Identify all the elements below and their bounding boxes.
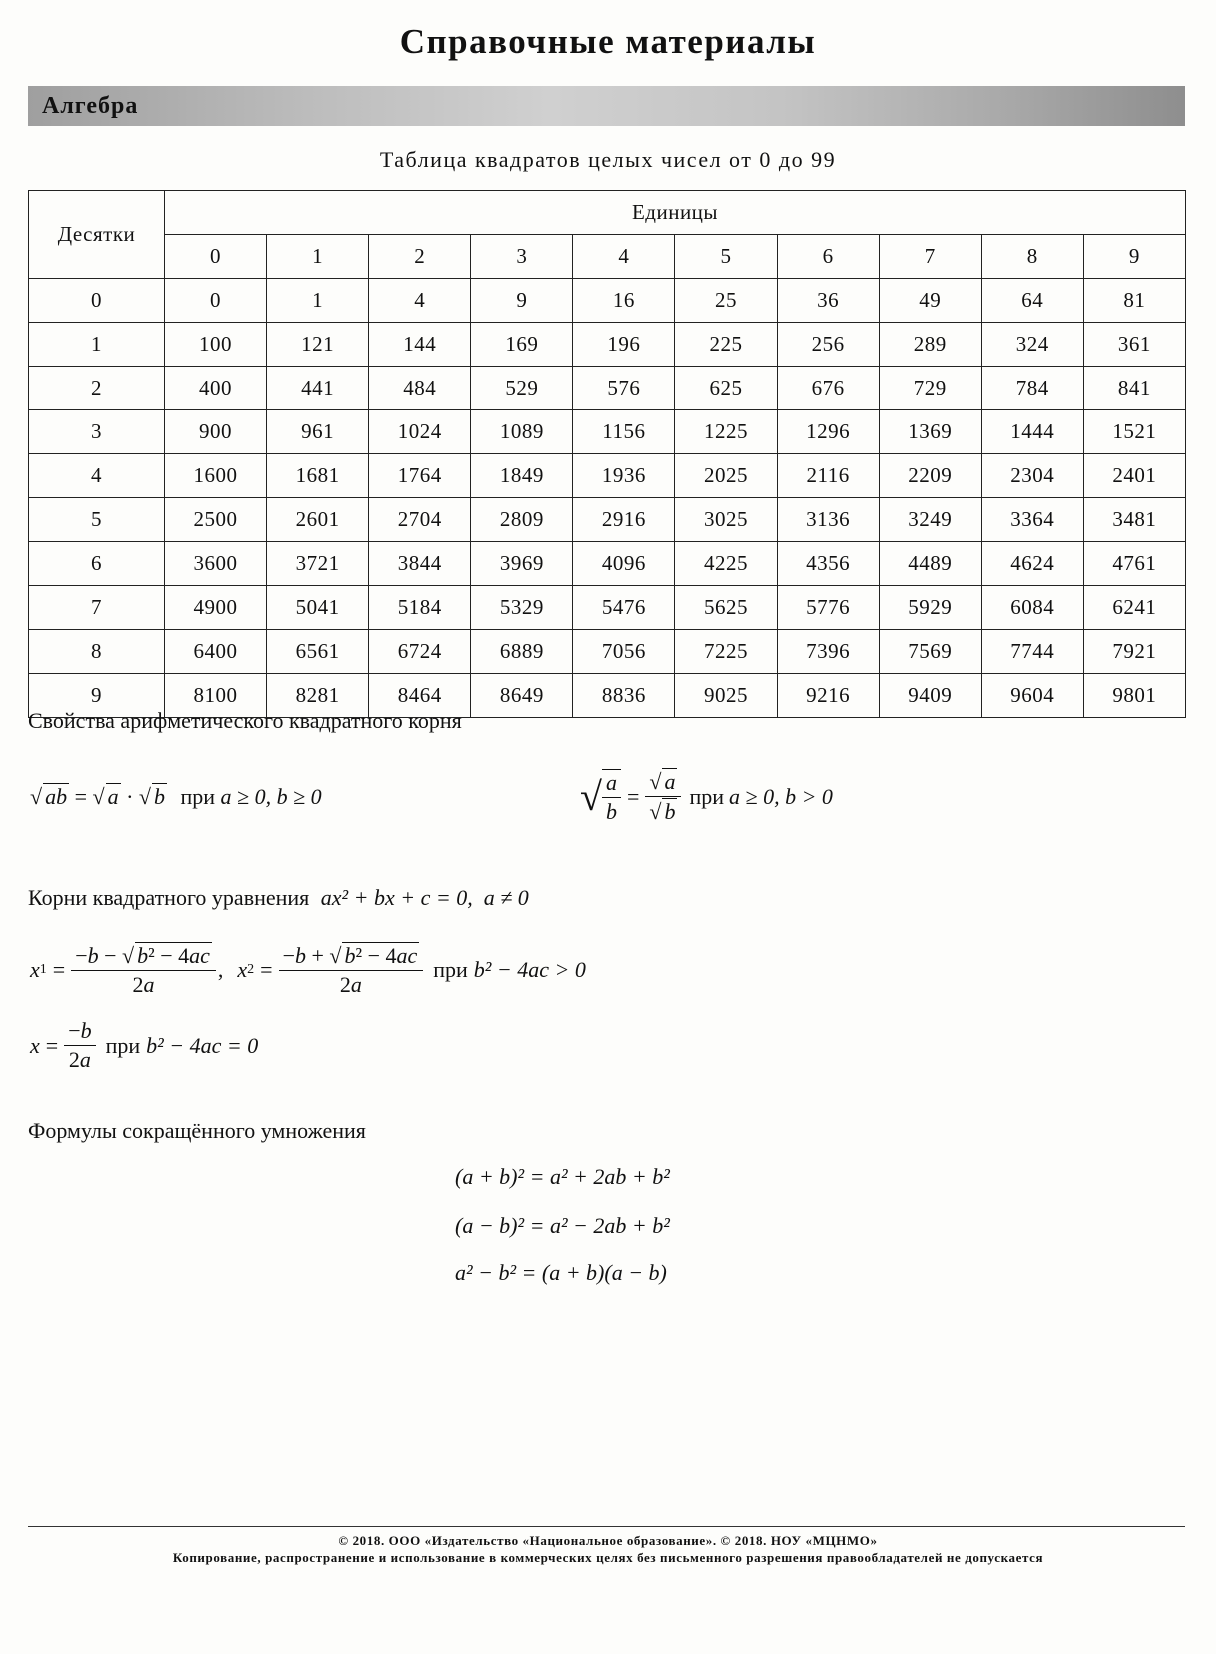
sqrt-quotient-condition: a ≥ 0, b > 0 [729,783,833,809]
square-value-cell: 49 [879,278,981,322]
square-value-cell: 3844 [369,542,471,586]
square-value-cell: 1936 [573,454,675,498]
tens-label: 6 [29,542,165,586]
single-root-formula: x = $\frac{-b}{2a}$ при b² − 4ac = 0 [30,1018,259,1072]
unit-label: 0 [165,234,267,278]
table-title: Таблица квадратов целых чисел от 0 до 99 [379,147,837,172]
square-value-cell: 900 [165,410,267,454]
square-value-cell: 1444 [981,410,1083,454]
square-value-cell: 361 [1083,322,1185,366]
square-value-cell: 144 [369,322,471,366]
square-value-cell: 7225 [675,629,777,673]
square-of-difference-formula: (a − b)² = a² − 2ab + b² [455,1213,670,1238]
sqrt-properties-heading: Свойства арифметического квадратного корня [28,708,462,733]
square-value-cell: 4225 [675,542,777,586]
section-title: Алгебра [42,93,139,119]
square-value-cell: 2809 [471,498,573,542]
square-value-cell: 9 [471,278,573,322]
square-value-cell: 4761 [1083,542,1185,586]
square-value-cell: 3600 [165,542,267,586]
table-row [29,542,1186,586]
page-title: Справочные материалы [399,22,817,61]
square-value-cell: 5041 [267,586,369,630]
square-value-cell: 1296 [777,410,879,454]
tens-label: 7 [29,586,165,630]
quadratic-roots-formula: x 1 = $\frac{\text{−b − √ b² − 4ac}}{2a}$ , x 2 = $\frac{\text{−b + √ b² − 4ac}}{2a}$ при b² − 4ac > 0 [30,943,586,997]
square-value-cell: 1369 [879,410,981,454]
square-value-cell: 0 [165,278,267,322]
square-value-cell: 9801 [1083,673,1185,717]
square-value-cell: 256 [777,322,879,366]
square-value-cell: 6400 [165,629,267,673]
square-value-cell: 100 [165,322,267,366]
square-value-cell: 2116 [777,454,879,498]
quadratic-heading: Корни квадратного уравнения ax² + bx + c = 0, a ≠ 0 [28,885,529,910]
quadratic-condition-word: при [433,957,468,982]
square-value-cell: 961 [267,410,369,454]
square-value-cell: 484 [369,366,471,410]
square-value-cell: 625 [675,366,777,410]
square-of-sum-formula: (a + b)² = a² + 2ab + b² [455,1164,670,1189]
square-value-cell: 3364 [981,498,1083,542]
tens-label: 4 [29,454,165,498]
square-value-cell: 1849 [471,454,573,498]
tens-label: 3 [29,410,165,454]
unit-label: 7 [879,234,981,278]
square-value-cell: 7921 [1083,629,1185,673]
square-value-cell: 5329 [471,586,573,630]
unit-label: 8 [981,234,1083,278]
units-header: Единицы [165,191,1186,235]
unit-label: 3 [471,234,573,278]
square-value-cell: 400 [165,366,267,410]
footer-notice: Копирование, распространение и использование в коммерческих целях без письменного разрешения правообладателей не допускается [172,1550,1044,1565]
sqrt-quotient-condition-word: при [689,783,724,809]
square-value-cell: 3025 [675,498,777,542]
square-value-cell: 225 [675,322,777,366]
square-value-cell: 2401 [1083,454,1185,498]
square-value-cell: 7744 [981,629,1083,673]
square-value-cell: 2209 [879,454,981,498]
sqrt-product-condition-word: при [180,784,216,809]
square-value-cell: 196 [573,322,675,366]
tens-header: Десятки [29,191,165,279]
square-value-cell: 1681 [267,454,369,498]
square-value-cell: 81 [1083,278,1185,322]
footer-divider [28,1526,1185,1527]
square-value-cell: 4096 [573,542,675,586]
square-value-cell: 4489 [879,542,981,586]
square-value-cell: 841 [1083,366,1185,410]
square-value-cell: 5929 [879,586,981,630]
square-value-cell: 6241 [1083,586,1185,630]
square-value-cell: 3721 [267,542,369,586]
tens-label: 2 [29,366,165,410]
square-value-cell: 6724 [369,629,471,673]
square-value-cell: 2304 [981,454,1083,498]
table-row [29,586,1186,630]
unit-label: 9 [1083,234,1185,278]
table-row [29,410,1186,454]
tens-label: 9 [29,673,165,717]
discriminant-positive-condition: b² − 4ac > 0 [473,957,586,982]
tens-label: 5 [29,498,165,542]
square-value-cell: 7569 [879,629,981,673]
square-value-cell: 1225 [675,410,777,454]
section-header-bar [28,86,1185,126]
unit-label: 4 [573,234,675,278]
table-row [29,498,1186,542]
square-value-cell: 64 [981,278,1083,322]
table-row [29,278,1186,322]
table-row [29,366,1186,410]
sqrt-product-formula: √ ab = √ a · √ b при a ≥ 0, b ≥ 0 [30,784,322,809]
square-value-cell: 6561 [267,629,369,673]
square-value-cell: 1764 [369,454,471,498]
square-value-cell: 4 [369,278,471,322]
square-value-cell: 4624 [981,542,1083,586]
square-value-cell: 441 [267,366,369,410]
square-value-cell: 1521 [1083,410,1185,454]
square-value-cell: 121 [267,322,369,366]
square-value-cell: 3136 [777,498,879,542]
square-value-cell: 2025 [675,454,777,498]
unit-label: 5 [675,234,777,278]
square-value-cell: 6084 [981,586,1083,630]
square-value-cell: 8836 [573,673,675,717]
square-value-cell: 8464 [369,673,471,717]
difference-of-squares-formula: a² − b² = (a + b)(a − b) [455,1260,667,1285]
square-value-cell: 1089 [471,410,573,454]
square-value-cell: 3249 [879,498,981,542]
square-value-cell: 169 [471,322,573,366]
square-value-cell: 1600 [165,454,267,498]
square-value-cell: 9025 [675,673,777,717]
square-value-cell: 9604 [981,673,1083,717]
square-value-cell: 4900 [165,586,267,630]
square-value-cell: 729 [879,366,981,410]
square-value-cell: 676 [777,366,879,410]
square-value-cell: 8100 [165,673,267,717]
square-value-cell: 2916 [573,498,675,542]
table-row [29,629,1186,673]
square-value-cell: 9216 [777,673,879,717]
square-value-cell: 5776 [777,586,879,630]
square-value-cell: 1 [267,278,369,322]
tens-label: 8 [29,629,165,673]
tens-label: 1 [29,322,165,366]
square-value-cell: 7396 [777,629,879,673]
square-value-cell: 6889 [471,629,573,673]
squares-table [28,190,1186,718]
tens-label: 0 [29,278,165,322]
unit-label: 1 [267,234,369,278]
square-value-cell: 16 [573,278,675,322]
footer-copyright: © 2018. ООО «Издательство «Национальное образование». © 2018. НОУ «МЦНМО» [338,1533,878,1548]
square-value-cell: 576 [573,366,675,410]
square-value-cell: 784 [981,366,1083,410]
unit-label: 6 [777,234,879,278]
square-value-cell: 2704 [369,498,471,542]
short-multiplication-heading: Формулы сокращённого умножения [28,1118,366,1143]
table-row [29,322,1186,366]
square-value-cell: 36 [777,278,879,322]
square-value-cell: 324 [981,322,1083,366]
unit-label: 2 [369,234,471,278]
units-row [29,234,1186,278]
square-value-cell: 8649 [471,673,573,717]
discriminant-zero-condition: b² − 4ac = 0 [146,1032,259,1058]
sqrt-quotient-formula: √ $\frac{a}{b}$ = $\frac{√ a}{√ b}$ при a ≥ 0, b > 0 [580,769,833,824]
square-value-cell: 2500 [165,498,267,542]
square-value-cell: 4356 [777,542,879,586]
square-value-cell: 5625 [675,586,777,630]
square-value-cell: 5476 [573,586,675,630]
square-value-cell: 1024 [369,410,471,454]
square-value-cell: 289 [879,322,981,366]
square-value-cell: 529 [471,366,573,410]
square-value-cell: 9409 [879,673,981,717]
square-value-cell: 1156 [573,410,675,454]
square-value-cell: 8281 [267,673,369,717]
square-value-cell: 25 [675,278,777,322]
table-row [29,454,1186,498]
square-value-cell: 2601 [267,498,369,542]
sqrt-product-condition: a ≥ 0, b ≥ 0 [220,784,322,809]
square-value-cell: 7056 [573,629,675,673]
square-value-cell: 3969 [471,542,573,586]
square-value-cell: 3481 [1083,498,1185,542]
square-value-cell: 5184 [369,586,471,630]
